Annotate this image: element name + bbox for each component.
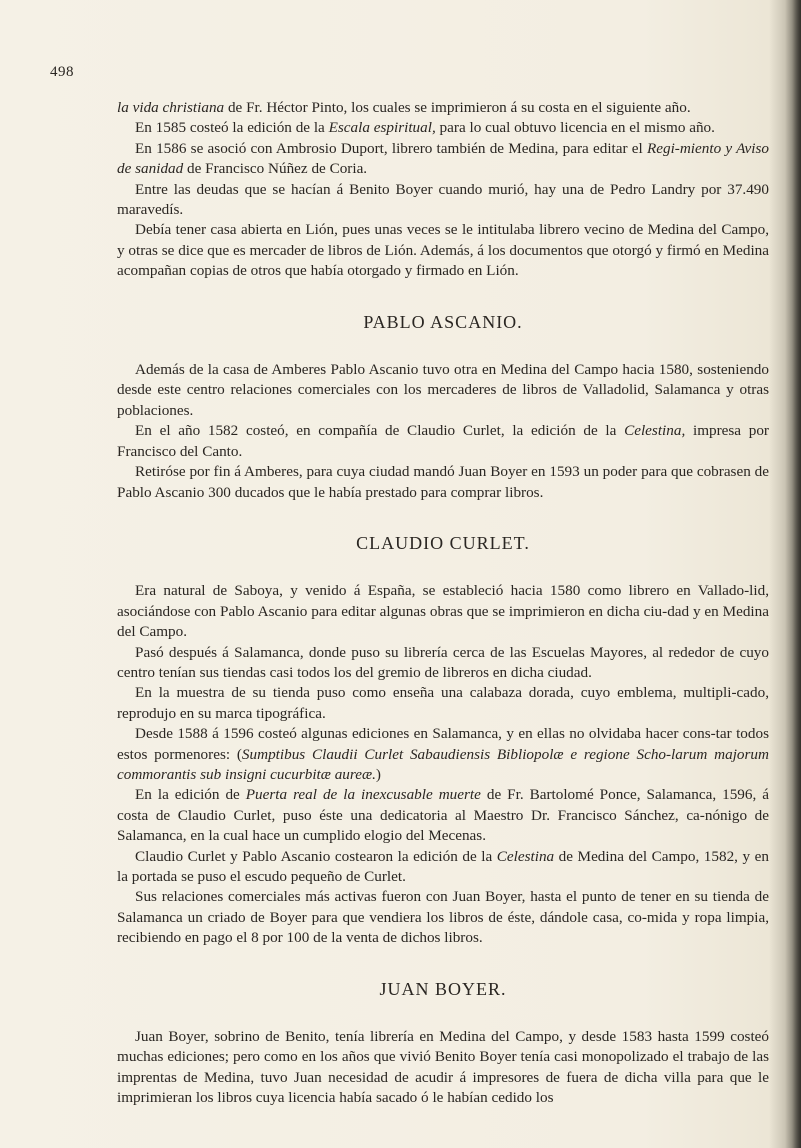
section-heading-claudio-curlet: CLAUDIO CURLET. <box>356 532 530 553</box>
work-title: la vida christiana <box>117 99 225 116</box>
work-title: Regi-miento y Aviso de sanidad <box>117 139 769 178</box>
pablo-paragraph-1: Además de la casa de Amberes Pablo Ascanio tuvo otra en Medina del Campo hacia 1580, sosteniendo desde este centro relaciones comerciales con los mercaderes de libros de Valladolid, Salamanca y otras poblaciones. <box>117 361 769 419</box>
curlet-paragraph-1: Era natural de Saboya, y venido á España, se estableció hacia 1580 como librero en Vallado-lid, asociándose con Pablo Ascanio para editar algunas obras que se imprimieron en dicha ciu-dad y en Medina del Campo. <box>117 582 769 641</box>
curlet-paragraph-2: Pasó después á Salamanca, donde puso su librería cerca de las Escuelas Mayores, al rededor de cuyo centro tenían sus tiendas casi todos los del gremio de libreros en dicha ciudad. <box>117 643 769 681</box>
intro-paragraph-1: la vida christiana de Fr. Héctor Pinto, los cuales se imprimieron á su costa en el siguiente año. <box>117 99 691 116</box>
boyer-paragraph-1: Juan Boyer, sobrino de Benito, tenía librería en Medina del Campo, y desde 1583 hasta 1599 costeó muchas ediciones; pero como en los años que vivió Benito Boyer tenía casi monopolizado el trabajo de las imprentas de Medina, tuvo Juan necesidad de acudir á impresores de fuera de dicha villa para que le imprimieran los libros cuya licencia había sacado ó le habían cedido los <box>117 1028 769 1107</box>
curlet-paragraph-7: Sus relaciones comerciales más activas fueron con Juan Boyer, hasta el punto de tener en su tienda de Salamanca un criado de Boyer para que vendiera los libros de éste, dándole casa, co-mida y ropa limpia, recibiendo en pago el 8 por 100 de la venta de dichos libros. <box>117 888 769 947</box>
intro-paragraph-3: En 1586 se asoció con Ambrosio Duport, librero también de Medina, para editar el Regi-miento y Aviso de sanidad de Francisco Núñez de Coria. <box>117 139 769 178</box>
page-number: 498 <box>50 64 74 80</box>
curlet-paragraph-4: Desde 1588 á 1596 costeó algunas ediciones en Salamanca, y en ellas no olvidaba hacer cons-tar todos estos pormenores: (Sumptibus Claudii Curlet Sabaudiensis Bibliopolæ e regione Scho-larum majorum commorantis sub insigni cucurbitæ aureæ.) <box>117 725 769 783</box>
intro-paragraph-4: Entre las deudas que se hacían á Benito Boyer cuando murió, hay una de Pedro Landry por 37.490 maravedís. <box>117 180 769 219</box>
intro-paragraph-5: Debía tener casa abierta en Lión, pues unas veces se le intitulaba librero vecino de Medina del Campo, y otras se dice que es mercader de libros de Lión. Además, á los documentos que otorgó y firmó en Medina acompañan copias de otros que había otorgado y firmado en Lión. <box>117 221 769 280</box>
document-body <box>117 98 769 1109</box>
curlet-paragraph-3: En la muestra de su tienda puso como enseña una calabaza dorada, cuyo emblema, multipli-cado, reprodujo en su marca tipográfica. <box>117 684 769 722</box>
pablo-paragraph-3: Retiróse por fin á Amberes, para cuya ciudad mandó Juan Boyer en 1593 un poder para que cobrasen de Pablo Ascanio 300 ducados que le había prestado para comprar libros. <box>117 463 769 501</box>
pablo-paragraph-2: En el año 1582 costeó, en compañía de Claudio Curlet, la edición de la Celestina, impresa por Francisco del Canto. <box>117 422 769 460</box>
curlet-paragraph-5: En la edición de Puerta real de la inexcusable muerte de Fr. Bartolomé Ponce, Salamanca, 1596, á costa de Claudio Curlet, puso éste una dedicatoria al Maestro Dr. Francisco Sánchez, ca-nónigo de Salamanca, en la cual hace un cumplido elogio del Mecenas. <box>117 786 769 845</box>
latin-imprint: Sumptibus Claudii Curlet Sabaudiensis Bibliopolæ e regione Scho-larum majorum commorantis sub insigni cucurbitæ aureæ. <box>117 745 769 783</box>
work-title: Escala espiritual, <box>328 119 436 137</box>
work-title: Celestina <box>496 847 555 865</box>
curlet-paragraph-6: Claudio Curlet y Pablo Ascanio costearon la edición de la Celestina de Medina del Campo, 1582, y en la portada se puso el escudo pequeño de Curlet. <box>117 847 769 885</box>
section-heading-juan-boyer: JUAN BOYER. <box>379 978 507 999</box>
intro-paragraph-2: En 1585 costeó la edición de la Escala espiritual, para lo cual obtuvo licencia en el mismo año. <box>135 119 715 137</box>
work-title: Celestina, <box>624 422 686 440</box>
page-edge-shadow <box>785 0 801 1148</box>
work-title: Puerta real de la inexcusable muerte <box>245 786 481 804</box>
section-heading-pablo-ascanio: PABLO ASCANIO. <box>363 311 523 332</box>
